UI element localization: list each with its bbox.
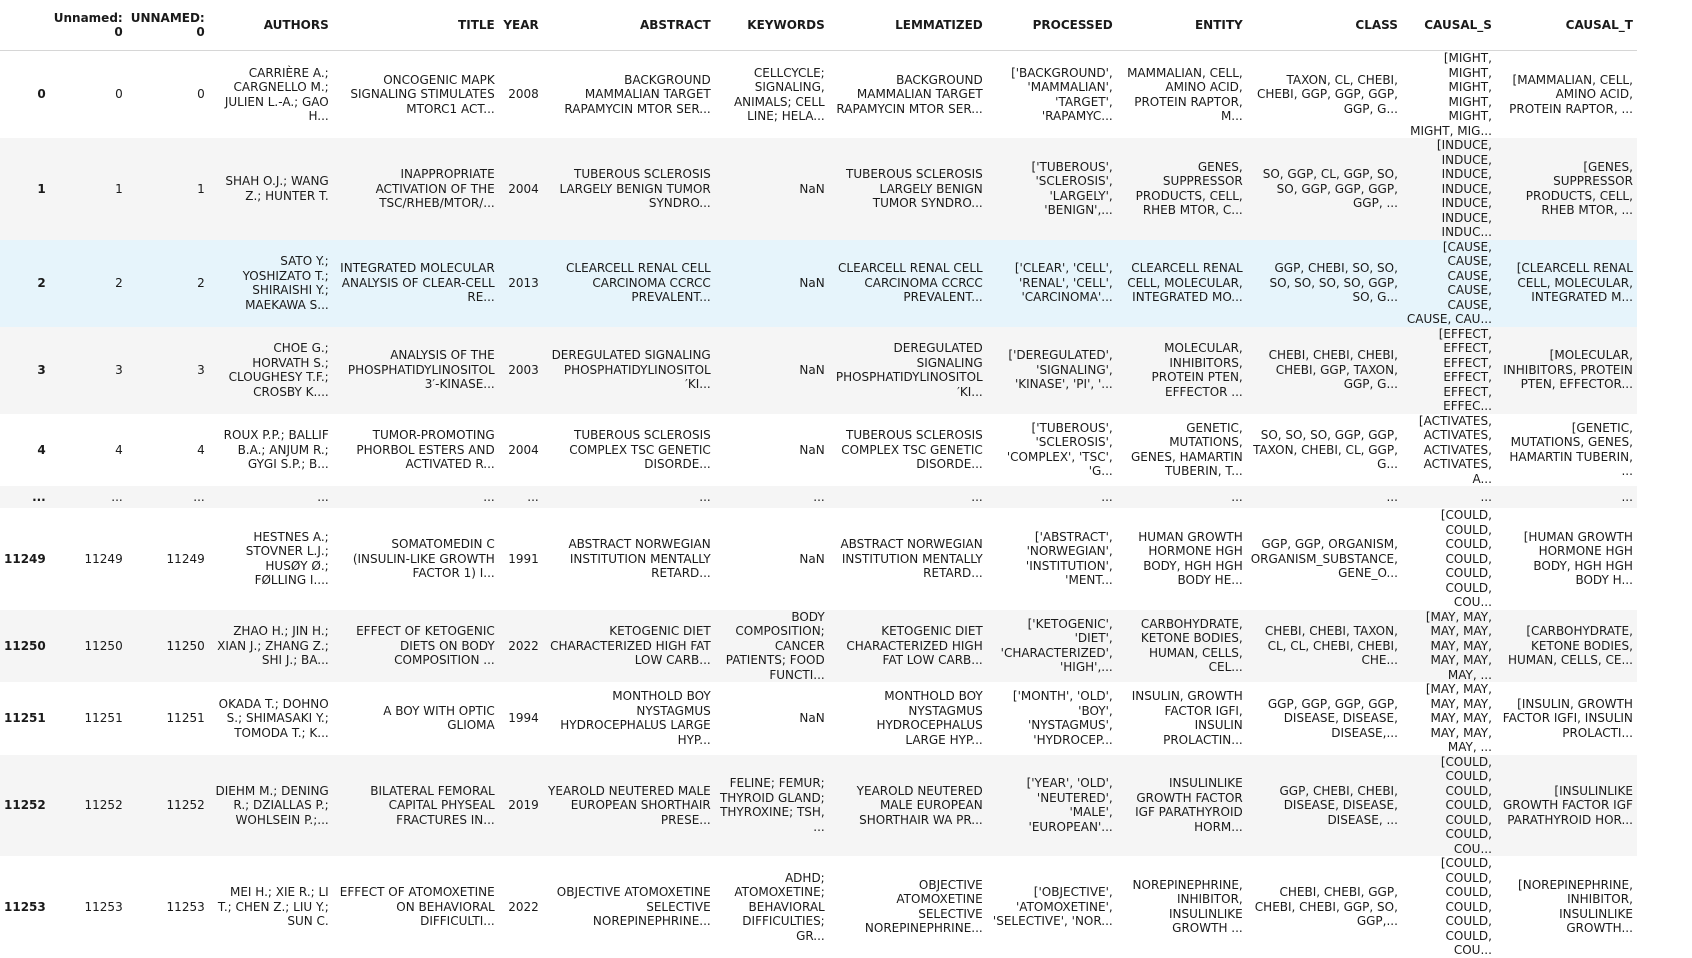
table-cell: 11249 bbox=[166, 551, 205, 566]
table-cell: ['ABSTRACT', 'NORWEGIAN', 'INSTITUTION', 'MENT... bbox=[1025, 529, 1113, 588]
table-cell: ONCOGENIC MAPK SIGNALING STIMULATES MTORC1 ACT... bbox=[350, 72, 495, 116]
table-cell: ABSTRACT NORWEGIAN INSTITUTION MENTALLY RETARD... bbox=[840, 537, 983, 580]
table-cell: 11252 bbox=[166, 798, 205, 812]
table-cell: SHAH O.J.; WANG Z.; HUNTER T. bbox=[225, 174, 329, 203]
table-cell: ... bbox=[1621, 489, 1633, 504]
table-cell: [MAY, MAY, MAY, MAY, MAY, MAY, MAY, MAY, MAY, ... bbox=[1425, 609, 1492, 682]
table-cell: INAPPROPRIATE ACTIVATION OF THE TSC/RHEB/MTOR/... bbox=[375, 167, 495, 210]
table-cell: [GENETIC, MUTATIONS, GENES, HAMARTIN TUBERIN, ... bbox=[1509, 420, 1633, 479]
table-cell: A BOY WITH OPTIC GLIOMA bbox=[383, 703, 495, 733]
table-cell: [MIGHT, MIGHT, MIGHT, MIGHT, MIGHT, MIGHT, MIG... bbox=[1410, 51, 1492, 138]
table-cell: [MOLECULAR, INHIBITORS, PROTEIN PTEN, EFFECTOR... bbox=[1503, 348, 1633, 392]
row-index: 11253 bbox=[4, 899, 46, 914]
table-row bbox=[0, 610, 1637, 683]
table-cell: CHEBI, CHEBI, TAXON, CL, CL, CHEBI, CHEBI, CHE... bbox=[1264, 624, 1398, 667]
table-cell: GGP, GGP, ORGANISM, ORGANISM_SUBSTANCE, GENE_O... bbox=[1250, 537, 1398, 580]
table-cell: ['TUBEROUS', 'SCLEROSIS', 'COMPLEX', 'TSC', 'G... bbox=[1006, 420, 1113, 479]
table-cell: 1994 bbox=[508, 711, 539, 725]
table-cell: DIEHM M.; DENING R.; DZIALLAS P.; WOHLSEIN P.;... bbox=[215, 783, 329, 827]
table-cell: 2 bbox=[115, 275, 123, 290]
table-cell: CLEARCELL RENAL CELL, MOLECULAR, INTEGRATED MO... bbox=[1127, 261, 1243, 305]
table-cell: ROUX P.P.; BALLIF B.A.; ANJUM R.; GYGI S.P.; B... bbox=[223, 428, 329, 471]
table-cell: MAMMALIAN, CELL, AMINO ACID, PROTEIN RAPTOR, M... bbox=[1127, 65, 1243, 123]
table-cell: SO, SO, SO, GGP, GGP, TAXON, CHEBI, CL, GGP, G... bbox=[1253, 428, 1398, 471]
column-header: UNNAMED: 0 bbox=[127, 0, 209, 51]
table-cell: ANALYSIS OF THE PHOSPHATIDYLINOSITOL 3′-KINASE... bbox=[347, 348, 495, 392]
table-cell: GENES, SUPPRESSOR PRODUCTS, CELL, RHEB MTOR, C... bbox=[1135, 159, 1243, 218]
table-cell: 1 bbox=[115, 181, 123, 196]
table-cell: ... bbox=[813, 489, 825, 504]
table-cell: 4 bbox=[197, 442, 205, 457]
ellipsis-row bbox=[0, 486, 1637, 508]
table-cell: 11250 bbox=[84, 638, 123, 653]
table-cell: DEREGULATED SIGNALING PHOSPHATIDYLINOSITOL ′KI... bbox=[835, 341, 983, 399]
table-cell: CLEARCELL RENAL CELL CARCINOMA CCRCC PREVALENT... bbox=[566, 261, 711, 305]
row-index: 11252 bbox=[4, 798, 46, 812]
table-cell: 2004 bbox=[508, 181, 539, 196]
table-cell: SATO Y.; YOSHIZATO T.; SHIRAISHI Y.; MAEKAWA S... bbox=[242, 254, 329, 312]
table-cell: HUMAN GROWTH HORMONE HGH BODY, HGH HGH BODY HE... bbox=[1138, 529, 1243, 588]
table-cell: ... bbox=[1231, 489, 1243, 504]
table-cell: TUBEROUS SCLEROSIS COMPLEX TSC GENETIC DISORDE... bbox=[569, 428, 711, 471]
table-cell: [GENES, SUPPRESSOR PRODUCTS, CELL, RHEB MTOR, ... bbox=[1525, 159, 1633, 218]
column-header: KEYWORDS bbox=[715, 0, 829, 51]
table-cell: ... bbox=[1101, 489, 1113, 504]
row-index: 4 bbox=[37, 442, 46, 457]
table-cell: 2008 bbox=[508, 87, 539, 102]
table-cell: ZHAO H.; JIN H.; XIAN J.; ZHANG Z.; SHI J.; BA... bbox=[217, 624, 329, 667]
table-cell: ... bbox=[1386, 489, 1398, 504]
table-cell: CELLCYCLE; SIGNALING, ANIMALS; CELL LINE; HELA... bbox=[733, 65, 825, 123]
table-cell: [ACTIVATES, ACTIVATES, ACTIVATES, ACTIVATES, A... bbox=[1418, 413, 1492, 486]
table-cell: NaN bbox=[799, 442, 825, 457]
table-cell: SO, GGP, CL, GGP, SO, SO, GGP, GGP, GGP, GGP, ... bbox=[1262, 167, 1398, 210]
table-cell: CARRIÈRE A.; CARGNELLO M.; JULIEN L.-A.; GAO H... bbox=[224, 65, 329, 123]
table-cell: ['KETOGENIC', 'DIET', 'CHARACTERIZED', 'HIGH',... bbox=[1000, 616, 1113, 675]
table-cell: FELINE; FEMUR; THYROID GLAND; THYROXINE; TSH, ... bbox=[719, 776, 825, 834]
table-cell: ADHD; ATOMOXETINE; BEHAVIORAL DIFFICULTIES; GR... bbox=[734, 870, 825, 943]
table-cell: ['MONTH', 'OLD', 'BOY', 'NYSTAGMUS', 'HYDROCEP... bbox=[1012, 689, 1113, 747]
table-cell: TUBEROUS SCLEROSIS COMPLEX TSC GENETIC DISORDE... bbox=[841, 428, 983, 471]
table-cell: [EFFECT, EFFECT, EFFECT, EFFECT, EFFECT, EFFEC... bbox=[1438, 326, 1492, 413]
table-cell: BILATERAL FEMORAL CAPITAL PHYSEAL FRACTURES IN... bbox=[370, 783, 495, 827]
column-header: PROCESSED bbox=[987, 0, 1117, 51]
row-index: 2 bbox=[37, 275, 46, 290]
table-cell: 11253 bbox=[84, 899, 123, 914]
table-cell: [COULD, COULD, COULD, COULD, COULD, COULD, COU... bbox=[1440, 754, 1492, 856]
table-cell: GGP, CHEBI, SO, SO, SO, SO, SO, SO, GGP, SO, G... bbox=[1269, 261, 1398, 305]
table-cell: 3 bbox=[115, 362, 123, 377]
table-cell: YEAROLD NEUTERED MALE EUROPEAN SHORTHAIR WA PR... bbox=[856, 783, 983, 827]
table-cell: 2022 bbox=[508, 899, 539, 914]
table-cell: ['TUBEROUS', 'SCLEROSIS', 'LARGELY', 'BENIGN',... bbox=[1031, 159, 1113, 218]
table-cell: 1991 bbox=[508, 551, 539, 566]
table-body bbox=[0, 51, 1637, 958]
table-cell: ... bbox=[193, 489, 205, 504]
table-cell: SOMATOMEDIN C (INSULIN-LIKE GROWTH FACTOR 1) I... bbox=[352, 537, 495, 580]
table-cell: [CARBOHYDRATE, KETONE BODIES, HUMAN, CELLS, CE... bbox=[1507, 624, 1633, 667]
table-cell: [COULD, COULD, COULD, COULD, COULD, COULD, COU... bbox=[1440, 508, 1492, 609]
table-cell: MEI H.; XIE R.; LI T.; CHEN Z.; LIU Y.; SUN C. bbox=[217, 885, 329, 928]
table-cell: ... bbox=[527, 489, 539, 504]
table-cell: 0 bbox=[115, 87, 123, 102]
table-cell: NaN bbox=[799, 362, 825, 377]
table-cell: ... bbox=[971, 489, 983, 504]
table-row bbox=[0, 327, 1637, 414]
index-header bbox=[0, 0, 50, 51]
table-cell: 11253 bbox=[166, 899, 205, 914]
table-cell: TUMOR-PROMOTING PHORBOL ESTERS AND ACTIVATED R... bbox=[356, 428, 495, 471]
row-index: 11249 bbox=[4, 551, 46, 566]
table-cell: ['YEAR', 'OLD', 'NEUTERED', 'MALE', 'EUROPEAN'... bbox=[1026, 776, 1113, 834]
table-cell: INSULINLIKE GROWTH FACTOR IGF PARATHYROID HORM... bbox=[1135, 776, 1243, 834]
table-cell: 2013 bbox=[508, 275, 539, 290]
column-header: YEAR bbox=[499, 0, 543, 51]
table-cell: TAXON, CL, CHEBI, CHEBI, GGP, GGP, GGP, GGP, G... bbox=[1256, 72, 1398, 116]
table-row bbox=[0, 508, 1637, 610]
table-cell: ... bbox=[1480, 489, 1492, 504]
table-cell: 1 bbox=[197, 181, 205, 196]
table-cell: 2019 bbox=[508, 798, 539, 812]
table-cell: [HUMAN GROWTH HORMONE HGH BODY, HGH HGH BODY H... bbox=[1523, 529, 1633, 588]
table-cell: DEREGULATED SIGNALING PHOSPHATIDYLINOSITOL ′KI... bbox=[551, 348, 711, 392]
table-cell: HESTNES A.; STOVNER L.J.; HUSØY Ø.; FØLLING I.... bbox=[245, 529, 329, 588]
column-header: LEMMATIZED bbox=[829, 0, 987, 51]
table-cell: ... bbox=[111, 489, 123, 504]
table-cell: [CLEARCELL RENAL CELL, MOLECULAR, INTEGRATED M... bbox=[1516, 261, 1633, 305]
table-cell: ... bbox=[699, 489, 711, 504]
table-cell: BACKGROUND MAMMALIAN TARGET RAPAMYCIN MTOR SER... bbox=[836, 72, 983, 116]
table-cell: ... bbox=[483, 489, 495, 504]
table-cell: NaN bbox=[799, 551, 825, 566]
table-cell: GENETIC, MUTATIONS, GENES, HAMARTIN TUBERIN, T... bbox=[1130, 420, 1243, 479]
table-cell: 11249 bbox=[84, 551, 123, 566]
table-cell: 11251 bbox=[84, 711, 123, 725]
table-cell: CHEBI, CHEBI, CHEBI, CHEBI, GGP, TAXON, GGP, G... bbox=[1268, 348, 1398, 392]
table-cell: CARBOHYDRATE, KETONE BODIES, HUMAN, CELLS, CEL... bbox=[1140, 616, 1243, 675]
table-row bbox=[0, 755, 1637, 857]
column-header: Unnamed: 0 bbox=[50, 0, 127, 51]
table-cell: 11250 bbox=[166, 638, 205, 653]
table-cell: [MAY, MAY, MAY, MAY, MAY, MAY, MAY, MAY, MAY, ... bbox=[1425, 682, 1492, 754]
table-header bbox=[0, 0, 1637, 51]
table-cell: CHEBI, CHEBI, GGP, CHEBI, CHEBI, GGP, SO, GGP,... bbox=[1254, 885, 1398, 928]
table-cell: INTEGRATED MOLECULAR ANALYSIS OF CLEAR-CELL RE... bbox=[340, 261, 495, 305]
table-cell: YEAROLD NEUTERED MALE EUROPEAN SHORTHAIR PRESE... bbox=[548, 783, 711, 827]
table-cell: 4 bbox=[115, 442, 123, 457]
table-cell: ABSTRACT NORWEGIAN INSTITUTION MENTALLY RETARD... bbox=[568, 537, 711, 580]
column-header: ABSTRACT bbox=[543, 0, 715, 51]
table-cell: [INDUCE, INDUCE, INDUCE, INDUCE, INDUCE, INDUCE, INDUC... bbox=[1436, 138, 1492, 239]
table-row bbox=[0, 51, 1637, 139]
table-cell: EFFECT OF KETOGENIC DIETS ON BODY COMPOSITION ... bbox=[356, 624, 495, 667]
row-index: 11250 bbox=[4, 638, 46, 653]
table-cell: BACKGROUND MAMMALIAN TARGET RAPAMYCIN MTOR SER... bbox=[564, 72, 711, 116]
row-index: 3 bbox=[37, 362, 46, 377]
column-header: CAUSAL_T bbox=[1496, 0, 1637, 51]
table-cell: 11252 bbox=[84, 798, 123, 812]
table-cell: NOREPINEPHRINE, INHIBITOR, INSULINLIKE GROWTH ... bbox=[1132, 877, 1243, 936]
table-cell: [INSULIN, GROWTH FACTOR IGFI, INSULIN PROLACTI... bbox=[1502, 696, 1633, 740]
table-cell: NaN bbox=[799, 181, 825, 196]
column-header: CLASS bbox=[1247, 0, 1402, 51]
table-cell: [NOREPINEPHRINE, INHIBITOR, INSULINLIKE GROWTH... bbox=[1518, 877, 1633, 936]
table-cell: OKADA T.; DOHNO S.; SHIMASAKI Y.; TOMODA T.; K... bbox=[218, 696, 329, 740]
table-cell: CHOE G.; HORVATH S.; CLOUGHESY T.F.; CROSBY K.... bbox=[228, 341, 329, 399]
table-cell: MOLECULAR, INHIBITORS, PROTEIN PTEN, EFFECTOR ... bbox=[1151, 341, 1243, 399]
row-index: ... bbox=[32, 489, 46, 504]
table-cell: ['DEREGULATED', 'SIGNALING', 'KINASE', 'PI', '... bbox=[1008, 348, 1113, 392]
table-cell: [MAMMALIAN, CELL, AMINO ACID, PROTEIN RAPTOR, ... bbox=[1509, 72, 1633, 116]
table-cell: ['BACKGROUND', 'MAMMALIAN', 'TARGET', 'RAPAMYC... bbox=[1011, 65, 1113, 123]
table-cell: [COULD, COULD, COULD, COULD, COULD, COULD, COU... bbox=[1440, 856, 1492, 957]
table-cell: 2003 bbox=[508, 362, 539, 377]
table-cell: BODY COMPOSITION; CANCER PATIENTS; FOOD FUNCTI... bbox=[725, 609, 825, 682]
table-cell: TUBEROUS SCLEROSIS LARGELY BENIGN TUMOR SYNDRO... bbox=[845, 167, 983, 210]
table-cell: NaN bbox=[799, 275, 825, 290]
table-row bbox=[0, 240, 1637, 327]
row-index: 1 bbox=[37, 181, 46, 196]
table-cell: KETOGENIC DIET CHARACTERIZED HIGH FAT LOW CARB... bbox=[846, 624, 983, 667]
table-cell: MONTHOLD BOY NYSTAGMUS HYDROCEPHALUS LARGE HYP... bbox=[560, 689, 711, 747]
table-cell: ... bbox=[317, 489, 329, 504]
table-cell: GGP, GGP, GGP, GGP, DISEASE, DISEASE, DISEASE,... bbox=[1267, 696, 1398, 740]
table-cell: OBJECTIVE ATOMOXETINE SELECTIVE NOREPINEPHRINE... bbox=[864, 877, 983, 936]
table-cell: 0 bbox=[197, 87, 205, 102]
table-cell: KETOGENIC DIET CHARACTERIZED HIGH FAT LOW CARB... bbox=[550, 624, 711, 667]
column-header: AUTHORS bbox=[209, 0, 333, 51]
table-cell: ['OBJECTIVE', 'ATOMOXETINE', 'SELECTIVE', 'NOR... bbox=[992, 885, 1113, 928]
row-index: 0 bbox=[37, 87, 46, 102]
table-cell: NaN bbox=[799, 711, 825, 725]
column-header: ENTITY bbox=[1117, 0, 1247, 51]
table-cell: 11251 bbox=[166, 711, 205, 725]
table-cell: CLEARCELL RENAL CELL CARCINOMA CCRCC PREVALENT... bbox=[838, 261, 983, 305]
table-cell: EFFECT OF ATOMOXETINE ON BEHAVIORAL DIFFICULTI... bbox=[339, 885, 495, 928]
table-row bbox=[0, 682, 1637, 755]
table-row bbox=[0, 414, 1637, 487]
table-cell: 2004 bbox=[508, 442, 539, 457]
column-header: CAUSAL_S bbox=[1402, 0, 1496, 51]
table-cell: ['CLEAR', 'CELL', 'RENAL', 'CELL', 'CARCINOMA'... bbox=[1014, 261, 1113, 305]
table-row bbox=[0, 138, 1637, 240]
column-header: TITLE bbox=[333, 0, 499, 51]
table-cell: 3 bbox=[197, 362, 205, 377]
table-cell: GGP, CHEBI, CHEBI, DISEASE, DISEASE, DISEASE, ... bbox=[1279, 783, 1398, 827]
row-index: 11251 bbox=[4, 711, 46, 725]
table-cell: 2 bbox=[197, 275, 205, 290]
table-cell: [INSULINLIKE GROWTH FACTOR IGF PARATHYROID HOR... bbox=[1502, 783, 1633, 827]
table-cell: [CAUSE, CAUSE, CAUSE, CAUSE, CAUSE, CAUSE, CAU... bbox=[1406, 239, 1492, 326]
table-cell: MONTHOLD BOY NYSTAGMUS HYDROCEPHALUS LARGE HYP... bbox=[876, 689, 983, 747]
table-cell: OBJECTIVE ATOMOXETINE SELECTIVE NOREPINEPHRINE... bbox=[556, 885, 711, 928]
table-row bbox=[0, 856, 1637, 958]
table-cell: INSULIN, GROWTH FACTOR IGFI, INSULIN PROLACTIN... bbox=[1131, 689, 1243, 747]
table-cell: TUBEROUS SCLEROSIS LARGELY BENIGN TUMOR SYNDRO... bbox=[559, 167, 711, 210]
table-cell: 2022 bbox=[508, 638, 539, 653]
